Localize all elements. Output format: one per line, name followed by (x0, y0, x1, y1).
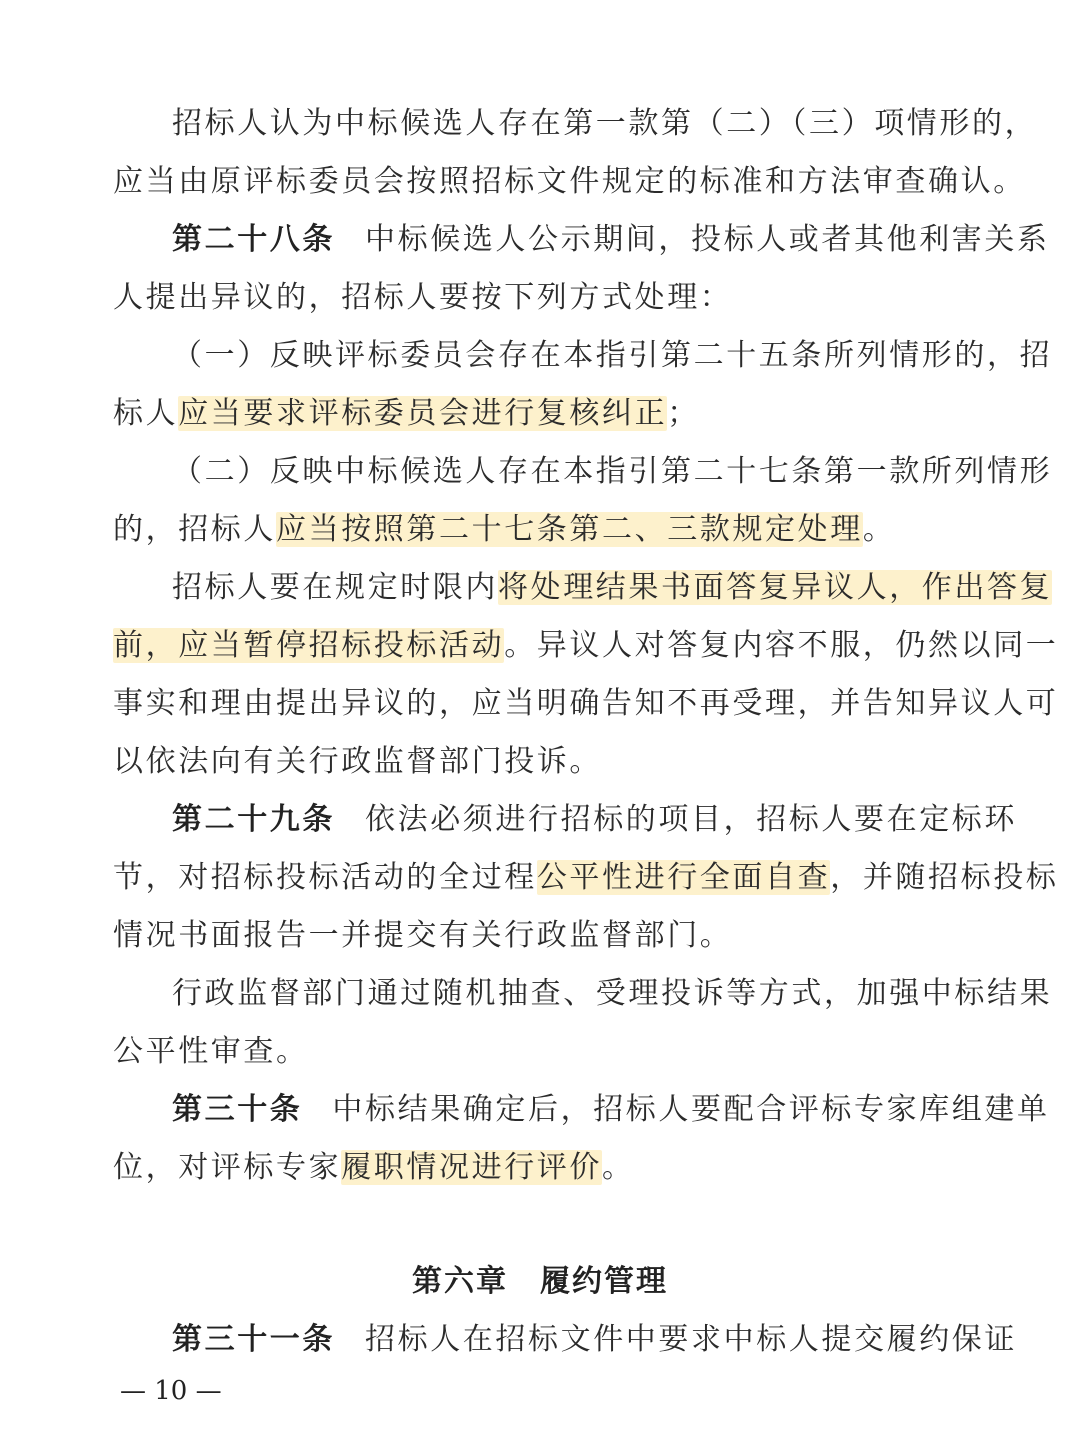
text-span: （一）反映评标委员会存在本指引第二十五条所列情形的，招 (172, 338, 1053, 373)
text-span: 人提出异议的，招标人要按下列方式处理： (113, 280, 733, 315)
article-29-line-1 (0, 800, 1080, 840)
highlighted-text: 履职情况进行评价 (341, 1150, 603, 1185)
text-span: 行政监督部门通过随机抽查、受理投诉等方式，加强中标结果 (172, 976, 1053, 1011)
text-span: 以依法向有关行政监督部门投诉。 (113, 744, 602, 779)
highlighted-text: 公平性进行全面自查 (536, 860, 831, 895)
text-span: 。 (862, 512, 896, 547)
article-number: 第三十条 (172, 1092, 303, 1127)
highlighted-text: 应当按照第二十七条第二、三款规定处理 (276, 512, 863, 547)
text-span: 依法必须进行招标的项目，招标人要在定标环 (365, 802, 1017, 837)
objection-paragraph-line-2 (0, 626, 1080, 666)
text-span: 。异议人对答复内容不服，仍然以同一 (504, 628, 1059, 663)
chapter-heading: 第六章 履约管理 (412, 1264, 668, 1299)
text-span: 招标人要在规定时限内 (172, 570, 498, 605)
article-29-line-3 (0, 916, 1080, 956)
text-span: 招标人认为中标候选人存在第一款第（二）（三）项情形的， (172, 106, 1038, 141)
item-2-line-2 (0, 510, 1080, 550)
highlighted-text: 前，应当暂停招标投标活动 (113, 628, 505, 663)
objection-paragraph-line-3 (0, 684, 1080, 724)
highlighted-text: 将处理结果书面答复异议人，作出答复 (498, 570, 1053, 605)
article-28-line-1 (0, 220, 1080, 260)
text-span: 中标结果确定后，招标人要配合评标专家库组建单 (332, 1092, 1050, 1127)
article-number: 第二十九条 (172, 802, 335, 837)
article-number: 第二十八条 (172, 222, 335, 257)
text-span: 公平性审查。 (113, 1034, 309, 1069)
highlighted-text: 应当要求评标委员会进行复核纠正 (178, 396, 668, 431)
text-span: 的，招标人 (113, 512, 276, 547)
item-1-line-1 (0, 336, 1080, 376)
supervision-paragraph-line-1 (0, 974, 1080, 1014)
text-span: 事实和理由提出异议的，应当明确告知不再受理，并告知异议人可 (113, 686, 1059, 721)
text-span: 中标候选人公示期间，投标人或者其他利害关系 (365, 222, 1050, 257)
article-29-line-2 (0, 858, 1080, 898)
objection-paragraph-line-4 (0, 742, 1080, 782)
text-span: ； (667, 396, 700, 431)
supervision-paragraph-line-2 (0, 1032, 1080, 1072)
text-span: 应当由原评标委员会按照招标文件规定的标准和方法审查确认。 (113, 164, 1026, 199)
article-30-line-1 (0, 1090, 1080, 1130)
paragraph-1-line-1 (0, 104, 1080, 144)
item-1-line-2 (0, 394, 1080, 434)
text-span: 标人 (113, 396, 179, 431)
text-span: ，并随招标投标 (830, 860, 1059, 895)
text-span: 。 (602, 1150, 635, 1185)
text-span: 情况书面报告一并提交有关行政监督部门。 (113, 918, 733, 953)
page-number: — 10 — (120, 1376, 222, 1406)
article-28-line-2 (0, 278, 1080, 318)
paragraph-1-line-2 (0, 162, 1080, 202)
article-number: 第三十一条 (172, 1322, 335, 1357)
text-span: 位，对评标专家 (113, 1150, 342, 1185)
text-span: 招标人在招标文件中要求中标人提交履约保证 (365, 1322, 1017, 1357)
article-30-line-2 (0, 1148, 1080, 1188)
text-span: （二）反映中标候选人存在本指引第二十七条第一款所列情形 (172, 454, 1053, 489)
objection-paragraph-line-1 (0, 568, 1080, 608)
item-2-line-1 (0, 452, 1080, 492)
text-span: 节，对招标投标活动的全过程 (113, 860, 537, 895)
article-31-line-1 (0, 1320, 1080, 1360)
